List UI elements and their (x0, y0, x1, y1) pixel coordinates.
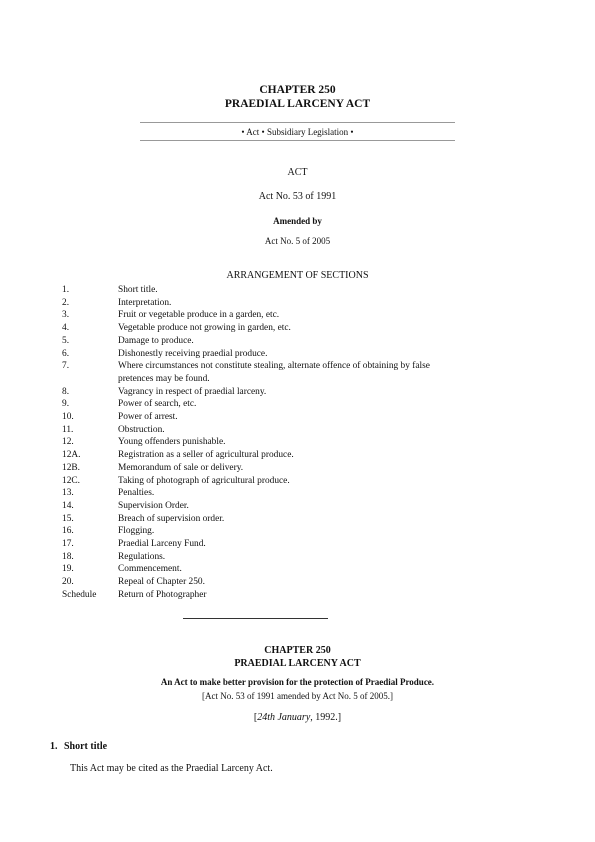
date-rest: , 1992.] (310, 712, 342, 723)
section-title[interactable]: Memorandum of sale or delivery. (118, 462, 244, 473)
toc-row[interactable] (62, 398, 453, 411)
date-italic: 24th January (257, 712, 311, 723)
section-number: 6. (62, 348, 70, 359)
chapter-heading: CHAPTER 250 (259, 84, 336, 96)
section-title[interactable]: Fruit or vegetable produce in a garden, etc. (118, 310, 280, 321)
document-nav-links[interactable]: • Act • Subsidiary Legislation • (241, 127, 354, 137)
act-heading: ACT (287, 167, 308, 178)
section-number: 4. (62, 323, 70, 334)
section-title[interactable]: Where circumstances not constitute stealing, alternate offence of obtaining by false pretences may be found. (118, 361, 430, 384)
toc-row[interactable] (62, 309, 453, 322)
act-title: PRAEDIAL LARCENY ACT (224, 98, 371, 110)
section-text: This Act may be cited as the Praedial Larceny Act. (70, 763, 273, 774)
section-title[interactable]: Supervision Order. (118, 500, 189, 511)
section-number: 15. (62, 513, 74, 524)
divider-bottom (140, 140, 455, 141)
sections-list (62, 284, 453, 602)
section-title[interactable]: Power of arrest. (118, 412, 178, 423)
section-heading (50, 741, 107, 752)
toc-row[interactable] (62, 322, 453, 335)
section-title[interactable]: Breach of supervision order. (118, 513, 225, 524)
toc-row[interactable] (62, 348, 453, 361)
toc-row[interactable] (62, 335, 453, 348)
section-title[interactable]: Taking of photograph of agricultural produce. (118, 475, 290, 486)
section-number: 2. (62, 297, 70, 308)
section-title[interactable]: Obstruction. (118, 424, 165, 435)
section-title[interactable]: Praedial Larceny Fund. (118, 539, 206, 550)
section-title[interactable]: Regulations. (118, 551, 166, 562)
section-heading-number: 1. (50, 741, 58, 752)
section-number: 20. (62, 577, 74, 588)
body-act-title: PRAEDIAL LARCENY ACT (234, 658, 361, 669)
toc-row[interactable] (62, 424, 453, 437)
section-number: 10. (62, 412, 74, 423)
arrangement-heading: ARRANGEMENT OF SECTIONS (226, 270, 369, 281)
section-title[interactable]: Interpretation. (118, 297, 172, 308)
toc-row[interactable] (62, 538, 453, 551)
toc-row[interactable] (62, 386, 453, 399)
section-number: 14. (62, 500, 74, 511)
section-title[interactable]: Power of search, etc. (118, 399, 197, 410)
section-title[interactable]: Repeal of Chapter 250. (118, 577, 205, 588)
section-title[interactable]: Commencement. (118, 564, 182, 575)
section-number: 1. (62, 285, 70, 295)
toc-row[interactable] (62, 487, 453, 500)
toc-row[interactable] (62, 500, 453, 513)
citation: [Act No. 53 of 1991 amended by Act No. 5 of 2005.] (202, 691, 393, 701)
section-number: 16. (62, 526, 74, 537)
amended-by-value: Act No. 5 of 2005 (264, 236, 331, 246)
section-number: 12. (62, 437, 74, 448)
section-number: 7. (62, 361, 70, 372)
toc-row[interactable] (62, 475, 453, 488)
section-number: 3. (62, 310, 70, 321)
section-number: 12C. (62, 475, 80, 486)
section-title[interactable]: Vagrancy in respect of praedial larceny. (118, 386, 267, 397)
commencement-date (0, 712, 595, 723)
toc-row[interactable] (62, 360, 453, 385)
section-number: 13. (62, 488, 74, 499)
section-number: Schedule (62, 589, 97, 600)
section-title[interactable]: Flogging. (118, 526, 155, 537)
long-title: An Act to make better provision for the protection of Praedial Produce. (160, 677, 435, 687)
divider-top (140, 122, 455, 123)
section-number: 12A. (62, 450, 81, 461)
section-heading-title: Short title (64, 741, 108, 752)
toc-row[interactable] (62, 563, 453, 576)
section-number: 18. (62, 551, 74, 562)
section-number: 12B. (62, 462, 80, 473)
date-bracket-open: [ (253, 712, 258, 723)
section-number: 5. (62, 335, 70, 346)
toc-row[interactable] (62, 576, 453, 589)
section-title[interactable]: Return of Photographer (118, 589, 207, 600)
section-title[interactable]: Damage to produce. (118, 335, 194, 346)
section-title[interactable]: Dishonestly receiving praedial produce. (118, 348, 268, 359)
toc-row[interactable] (62, 513, 453, 526)
toc-row[interactable] (62, 525, 453, 538)
toc-row[interactable] (62, 284, 453, 297)
section-title[interactable]: Penalties. (118, 488, 155, 499)
toc-row[interactable] (62, 551, 453, 564)
section-title[interactable]: Registration as a seller of agricultural produce. (118, 450, 294, 461)
section-number: 11. (62, 424, 74, 435)
act-number: Act No. 53 of 1991 (258, 191, 337, 202)
section-number: 8. (62, 386, 70, 397)
section-title[interactable]: Young offenders punishable. (118, 437, 226, 448)
section-title[interactable]: Short title. (118, 285, 158, 295)
toc-row[interactable] (62, 411, 453, 424)
amended-by-label: Amended by (273, 216, 322, 226)
toc-row[interactable] (62, 449, 453, 462)
toc-row[interactable] (62, 462, 453, 475)
section-number: 19. (62, 564, 74, 575)
body-chapter-heading: CHAPTER 250 (264, 645, 331, 656)
toc-row[interactable] (62, 436, 453, 449)
section-number: 17. (62, 539, 74, 550)
section-title[interactable]: Vegetable produce not growing in garden, etc. (118, 323, 291, 334)
section-divider (183, 618, 328, 619)
section-number: 9. (62, 399, 70, 410)
toc-row[interactable] (62, 297, 453, 310)
toc-row[interactable] (62, 589, 453, 602)
